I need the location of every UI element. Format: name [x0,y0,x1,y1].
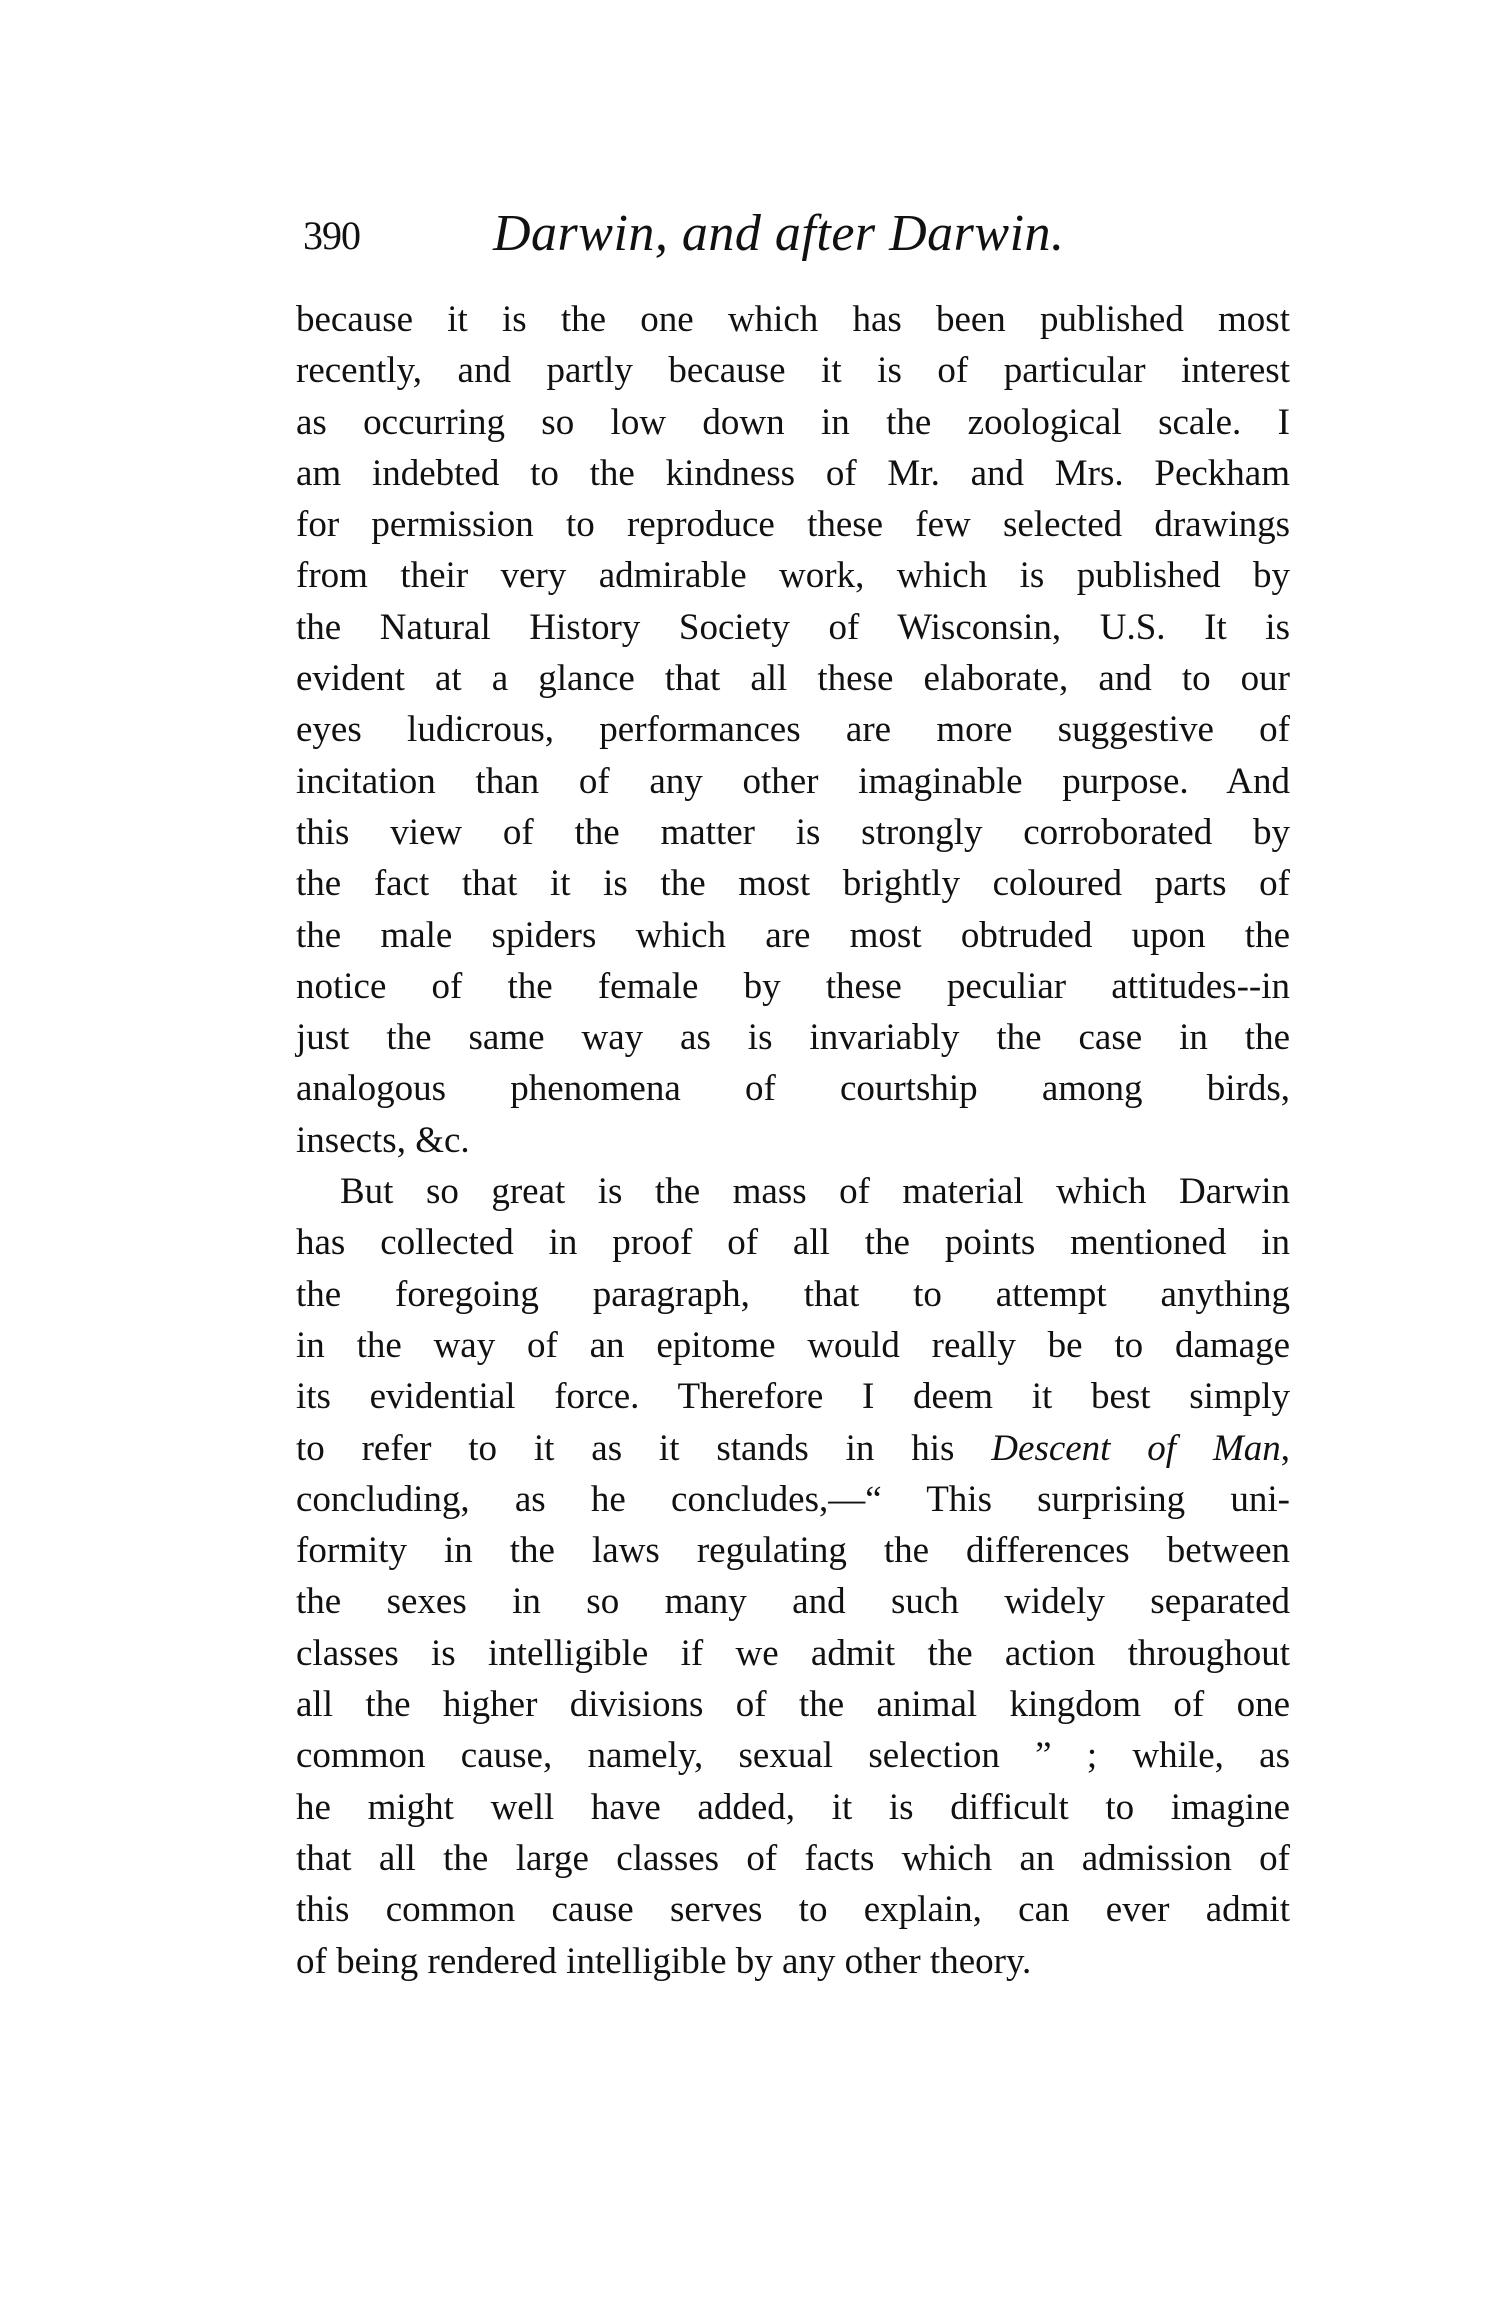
text-line: from their very admirable work, which is published by [296,555,1290,597]
text-line: classes is intelligible if we admit the action throughout [296,1632,1290,1674]
text-line: insects, &c. [296,1119,470,1161]
text-line: he might well have added, it is difficult to imagine [296,1786,1290,1828]
text-line: its evidential force. Therefore I deem it best simply [296,1376,1290,1418]
text-line: as occurring so low down in the zoological scale. I [296,401,1290,443]
paragraph-2 [296,1166,1290,1987]
text-line-with-title [296,1423,1290,1474]
text-span: , [1280,1427,1290,1469]
text-line: common cause, namely, sexual selection ” ; while, as [296,1735,1290,1777]
text-line: the male spiders which are most obtruded upon the [296,914,1290,956]
text-line: analogous phenomena of courtship among birds, [296,1068,1290,1110]
text-line: formity in the laws regulating the differences between [296,1530,1290,1572]
text-line: has collected in proof of all the points mentioned in [296,1222,1290,1264]
text-line: notice of the female by these peculiar attitudes--in [296,965,1290,1007]
paragraph-1 [296,294,1290,1166]
text-line: this common cause serves to explain, can ever admit [296,1889,1290,1931]
text-line: the fact that it is the most brightly coloured parts of [296,863,1290,905]
text-line: because it is the one which has been published most [296,299,1290,340]
text-line: for permission to reproduce these few selected drawings [296,504,1290,546]
text-line: But so great is the mass of material which Darwin [340,1171,1290,1213]
text-line: of being rendered intelligible by any other theory. [296,1940,1032,1982]
running-title: Darwin, and after Darwin. [493,205,1065,262]
book-title-italic: Descent of Man [991,1427,1281,1469]
page-number: 390 [303,213,360,258]
text-line: all the higher divisions of the animal kingdom of one [296,1684,1290,1726]
text-line: this view of the matter is strongly corroborated by [296,811,1290,853]
text-line: the foregoing paragraph, that to attempt anything [296,1273,1290,1315]
text-line: recently, and partly because it is of particular interest [296,350,1290,392]
text-line: just the same way as is invariably the case in the [296,1017,1290,1059]
text-line: am indebted to the kindness of Mr. and Mrs. Peckham [296,452,1290,494]
running-header [298,206,1118,266]
text-span: to refer to it as it stands in his [296,1427,992,1469]
text-line: the Natural History Society of Wisconsin, U.S. It is [296,606,1290,648]
text-line: eyes ludicrous, performances are more suggestive of [296,709,1290,751]
text-line: in the way of an epitome would really be to damage [296,1324,1290,1366]
text-line: evident at a glance that all these elaborate, and to our [296,658,1290,700]
body-text [296,294,1290,1987]
text-line: concluding, as he concludes,—“ This surprising uni- [296,1478,1290,1520]
text-line: incitation than of any other imaginable purpose. And [296,760,1290,802]
text-line: the sexes in so many and such widely separated [296,1581,1290,1623]
text-line: that all the large classes of facts which an admission of [296,1837,1290,1879]
